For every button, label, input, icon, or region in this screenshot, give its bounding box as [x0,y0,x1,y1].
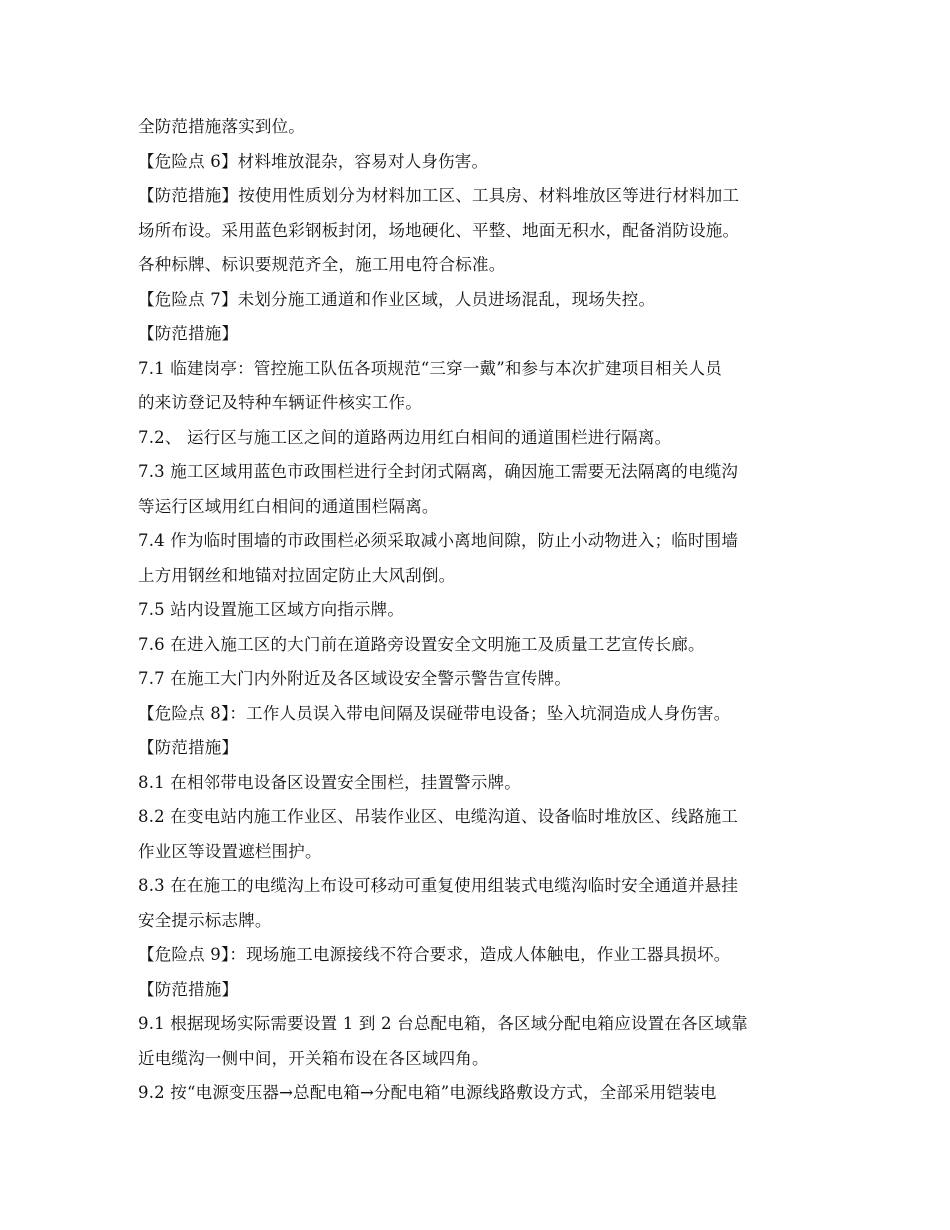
text-line: 场所布设。采用蓝色彩钢板封闭，场地硬化、平整、地面无积水，配备消防设施。 [138,220,740,240]
text-line: 上方用钢丝和地锚对拉固定防止大风刮倒。 [138,565,456,585]
hazard-6-heading: 【危险点 6】材料堆放混杂，容易对人身伤害。 [138,151,489,171]
hazard-8-heading: 【危险点 8】：工作人员误入带电间隔及误碰带电设备；坠入坑洞造成人身伤害。 [138,703,731,723]
text-line: 近电缆沟一侧中间，开关箱布设在各区域四角。 [138,1048,489,1068]
text-line: 安全提示标志牌。 [138,910,272,930]
text-line: 7.6 在进入施工区的大门前在道路旁设置安全文明施工及质量工艺宣传长廊。 [138,634,705,654]
text-line: 等运行区域用红白相间的通道围栏隔离。 [138,496,439,516]
text-line: 7.5 站内设置施工区域方向指示牌。 [138,600,405,619]
text-line: 的来访登记及特种车辆证件核实工作。 [138,393,422,412]
text-line: 8.1 在相邻带电设备区设置安全围栏，挂置警示牌。 [138,772,521,792]
hazard-9-heading: 【危险点 9】：现场施工电源接线不符合要求，造成人体触电，作业工器具损坏。 [138,945,731,964]
text-line: 各种标牌、标识要规范齐全，施工用电符合标准。 [138,255,506,274]
measures-heading: 【防范措施】 [138,324,239,343]
text-line: 9.2 按“电源变压器→总配电箱→分配电箱”电源线路敷设方式，全部采用铠装电 [138,1083,717,1102]
text-line: 7.3 施工区域用蓝色市政围栏进行全封闭式隔离，确因施工需要无法隔离的电缆沟 [138,462,739,481]
hazard-7-heading: 【危险点 7】未划分施工通道和作业区域，人员进场混乱，现场失控。 [138,289,656,309]
text-line: 7.4 作为临时围墙的市政围栏必须采取减小离地间隙，防止小动物进入；临时围墙 [138,531,739,550]
text-line: 作业区等设置遮栏围护。 [138,841,322,861]
text-line: 7.1 临建岗亭：管控施工队伍各项规范“三穿一戴”和参与本次扩建项目相关人员 [138,358,722,378]
text-line: 全防范措施落实到位。 [138,117,305,136]
measures-heading: 【防范措施】 [138,738,239,757]
text-line: 7.7 在施工大门内外附近及各区域设安全警示警告宣传牌。 [138,669,572,688]
text-line: 9.1 根据现场实际需要设置 1 到 2 台总配电箱，各区域分配电箱应设置在各区域靠 [138,1014,748,1033]
text-line: 8.3 在在施工的电缆沟上布设可移动可重复使用组装式电缆沟临时安全通道并悬挂 [138,876,739,895]
text-line: 【防范措施】按使用性质划分为材料加工区、工具房、材料堆放区等进行材料加工 [138,186,740,205]
measures-heading: 【防范措施】 [138,979,239,999]
text-line: 7.2、 运行区与施工区之间的道路两边用红白相间的通道围栏进行隔离。 [138,427,672,447]
text-line: 8.2 在变电站内施工作业区、吊装作业区、电缆沟道、设备临时堆放区、线路施工 [138,807,739,826]
